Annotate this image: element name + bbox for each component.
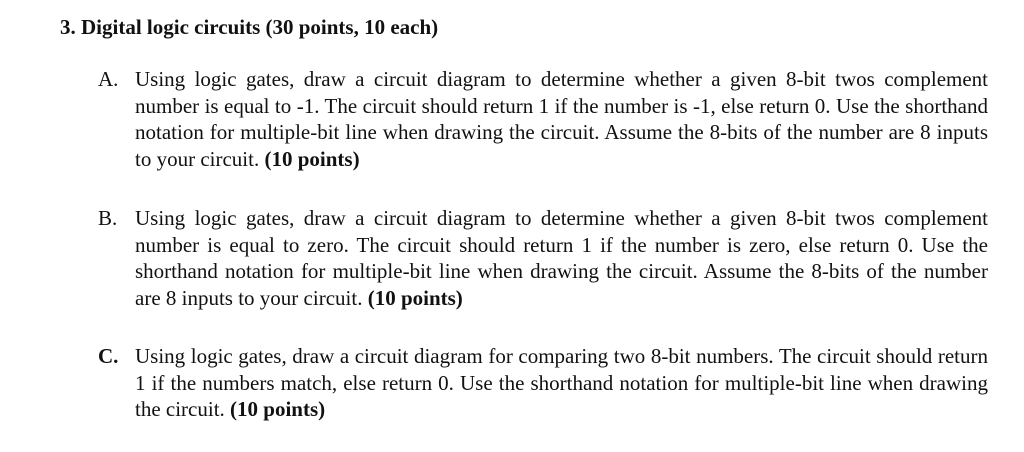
item-points-b: (10 points) <box>367 285 463 310</box>
item-body-a: Using logic gates, draw a circuit diagram to determine whether a given 8-bit twos complement number is equal to -1. The circuit should return 1 if the number is -1, else return 0. Use the shorthand notation for multiple-bit line when drawing the circuit. Assume the 8-bits of the number are 8 inputs to your circuit. <box>135 67 988 171</box>
item-label-b: B. <box>98 206 118 230</box>
item-label-c: C. <box>98 344 119 368</box>
item-text-c <box>135 343 988 423</box>
item-text-b <box>135 205 988 311</box>
item-points-a: (10 points) <box>264 146 360 171</box>
question-item-c <box>98 343 988 423</box>
question-item-b <box>98 205 988 311</box>
item-text-a <box>135 66 988 172</box>
item-body-b: Using logic gates, draw a circuit diagram to determine whether a given 8-bit twos complement number is equal to zero. The circuit should return 1 if the number is zero, else return 0. Use the shorthand notation for multiple-bit line when drawing the circuit. Assume the 8-bits of the number are 8 inputs to your circuit. <box>135 206 988 310</box>
question-heading: 3. Digital logic circuits (30 points, 10 each) <box>60 15 439 39</box>
item-label-a: A. <box>98 67 119 91</box>
item-body-c: Using logic gates, draw a circuit diagram for comparing two 8-bit numbers. The circuit should return 1 if the numbers match, else return 0. Use the shorthand notation for multiple-bit line when drawing the circuit. <box>135 344 988 421</box>
question-item-a <box>98 66 988 172</box>
item-points-c: (10 points) <box>230 397 326 421</box>
